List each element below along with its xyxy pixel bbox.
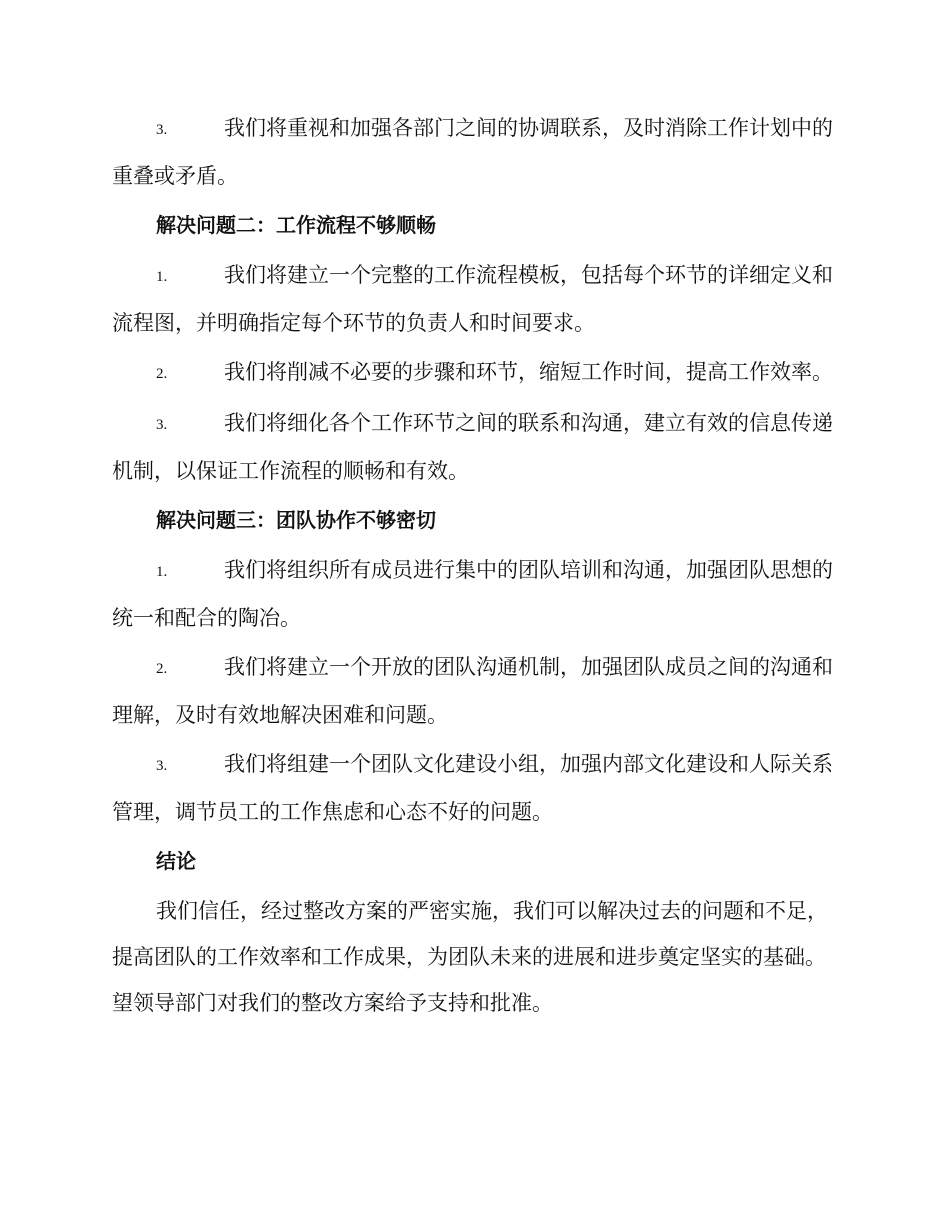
list-item: [112, 349, 834, 397]
list-item: [112, 105, 834, 199]
section-heading: 解决问题三：团队协作不够密切: [156, 508, 436, 532]
list-number: 2.: [156, 366, 168, 382]
list-number: 3.: [156, 417, 168, 433]
list-number: 3.: [156, 758, 168, 774]
conclusion-paragraph: 我们信任，经过整改方案的严密实施，我们可以解决过去的问题和不足，提高团队的工作效率和工作成果，为团队未来的进展和进步奠定坚实的基础。望领导部门对我们的整改方案给予支持和批准。: [112, 899, 828, 1015]
list-text: 我们将建立一个完整的工作流程模板，包括每个环节的详细定义和流程图，并明确指定每个环节的负责人和时间要求。: [112, 263, 833, 335]
list-item: [112, 547, 834, 641]
conclusion-heading: 结论: [156, 849, 196, 873]
list-item: [112, 400, 834, 494]
list-item: [112, 252, 834, 346]
document-page: [112, 105, 834, 1026]
list-text: 我们将组织所有成员进行集中的团队培训和沟通，加强团队思想的统一和配合的陶冶。: [112, 558, 833, 630]
list-text: 我们将建立一个开放的团队沟通机制，加强团队成员之间的沟通和理解，及时有效地解决困难和问题。: [112, 655, 833, 727]
list-text: 我们将组建一个团队文化建设小组，加强内部文化建设和人际关系管理，调节员工的工作焦虑和心态不好的问题。: [112, 752, 833, 824]
list-text: 我们将细化各个工作环节之间的联系和沟通，建立有效的信息传递机制，以保证工作流程的顺畅和有效。: [112, 411, 833, 483]
list-number: 3.: [156, 122, 168, 138]
list-number: 1.: [156, 564, 168, 580]
list-text: 我们将重视和加强各部门之间的协调联系，及时消除工作计划中的重叠或矛盾。: [112, 116, 833, 188]
list-number: 2.: [156, 661, 168, 677]
list-number: 1.: [156, 269, 168, 285]
list-item: [112, 644, 834, 738]
section-heading: 解决问题二：工作流程不够顺畅: [156, 213, 436, 237]
list-text: 我们将削减不必要的步骤和环节，缩短工作时间，提高工作效率。: [224, 360, 833, 384]
list-item: [112, 741, 834, 835]
